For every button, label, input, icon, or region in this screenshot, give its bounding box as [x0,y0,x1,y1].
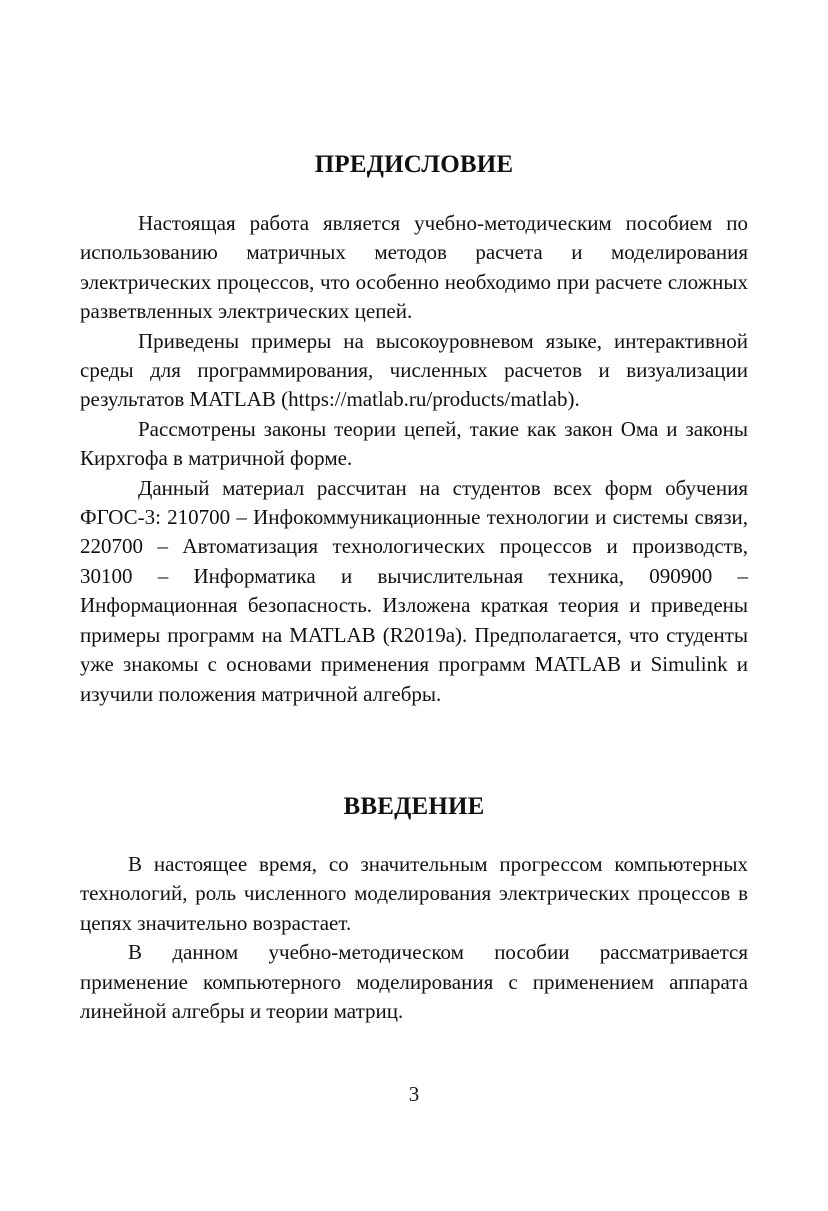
foreword-heading: ПРЕДИСЛОВИЕ [314,151,514,178]
foreword-paragraph: Рассмотрены законы теории цепей, такие как закон Ома и законы Кирхгофа в матричной форме. [80,416,748,471]
foreword-paragraph: Приведены примеры на высокоуровневом языке, интерактивной среды для программирования, численных расчетов и визуализации результатов MATLAB (https://matlab.ru/products/matlab). [80,328,748,412]
introduction-section [80,850,748,1026]
foreword-paragraph: Данный материал рассчитан на студентов всех форм обучения ФГОС-3: 210700 – Инфокоммуникационные технологии и системы связи, 220700 – Автоматизация технологических процессов и производств, 30100 – Информатика и вычислительная техника, 090900 – Информационная безопасность. Изложена краткая теория и приведены примеры программ на MATLAB (R2019a). Предполагается, что студенты уже знакомы с основами применения программ MATLAB и Simulink и изучили положения матричной алгебры. [80,475,748,706]
foreword-paragraph: Настоящая работа является учебно-методическим пособием по использованию матричных методов расчета и моделирования электрических процессов, что особенно необходимо при расчете сложных разветвленных электрических цепей. [80,211,748,324]
introduction-paragraph: В настоящее время, со значительным прогрессом компьютерных технологий, роль численного моделирования электрических процессов в цепях значительно возрастает. [80,852,748,935]
foreword-section [80,209,748,709]
introduction-heading: ВВЕДЕНИЕ [343,793,485,820]
introduction-paragraph: В данном учебно-методическом пособии рассматривается применение компьютерного моделирования с применением аппарата линейной алгебры и теории матриц. [80,940,748,1024]
page-number: 3 [408,1082,420,1106]
